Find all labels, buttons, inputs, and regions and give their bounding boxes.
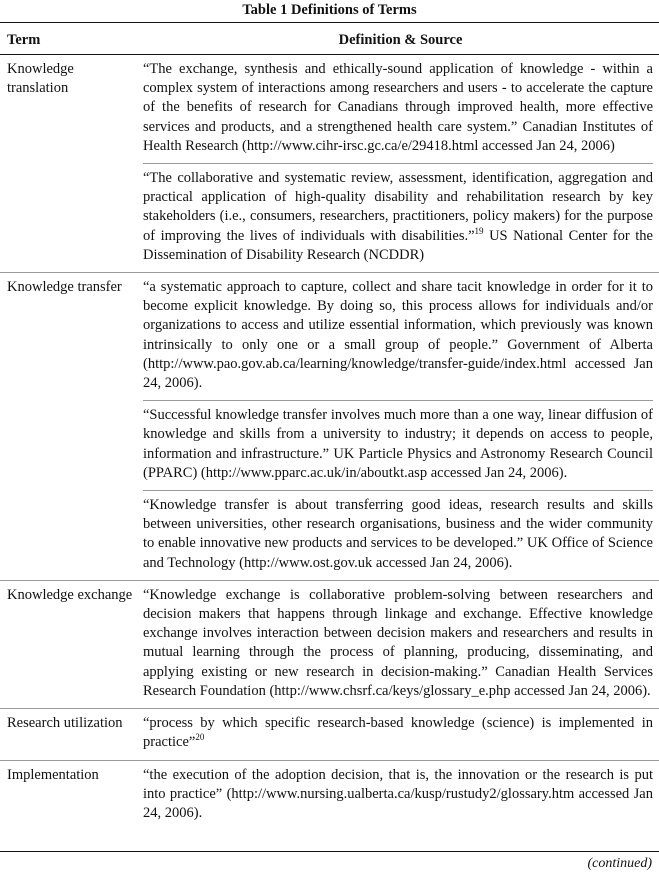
definition-cell <box>143 714 653 759</box>
definition-source: US National Center for the Dissemination of Disability Research (NCDDR) <box>143 227 653 263</box>
definition-entry <box>143 714 653 759</box>
definition-entry <box>143 586 653 708</box>
definition-entry <box>143 400 653 490</box>
term-cell: Knowledge transfer <box>7 279 122 296</box>
definition-text: “a systematic approach to capture, collect and share tacit knowledge in order for it to become explicit knowledge. By doing so, this process allows for individuals and/or organizations to access and utilize essential information, which previously was known intrinsically to only one or a small group of people.” Government of Alberta (http://www.pao.gov.ab.ca/learning/knowledge/transfer-guide/index.html accessed Jan 24, 2006). <box>143 279 653 392</box>
citation-number: 20 <box>195 732 205 743</box>
definition-entry <box>143 278 653 400</box>
term-cell: Research utilization <box>7 715 123 732</box>
table-row <box>0 760 659 831</box>
table-row <box>0 272 659 580</box>
definition-text: “The collaborative and systematic review, assessment, identification, aggregation and practical application of high-quality disability and rehabilitation research by key stakeholders (i.e., consumers, researchers, practitioners, policy makers) for the purpose of improving the lives of individuals with disabilities.” <box>143 170 653 244</box>
table-top-rule <box>0 22 659 23</box>
definition-text: “Knowledge exchange is collaborative problem-solving between researchers and decision makers that happens through linkage and exchange. Effective knowledge exchange involves interaction between decision makers and researchers and results in mutual learning through the process of planning, producing, disseminating, and applying existing or new research in decision-making.” Canadian Health Services Research Foundation (http://www.chsrf.ca/keys/glossary_e.php accessed Jan 24, 2006). <box>143 586 653 699</box>
column-header-definition: Definition & Source <box>338 32 463 48</box>
definition-entry <box>143 490 653 580</box>
definition-cell <box>143 586 653 708</box>
table-row <box>0 580 659 708</box>
definition-text: “the execution of the adoption decision, that is, the innovation or the research is put into practice” (http://www.nursing.ualberta.ca/kusp/rustudy2/glossary.htm accessed Jan 24, 2006). <box>143 766 653 821</box>
term-cell: Knowledge translation <box>7 61 74 97</box>
definition-text: “Successful knowledge transfer involves much more than a one way, linear diffusion of knowledge and skills from a university to industry; it depends on access to people, information and infrastructure.” UK Particle Physics and Astronomy Research Council (PPARC) (http://www.pparc.ac.uk/in/aboutkt.asp accessed Jan 24, 2006). <box>143 407 653 481</box>
definition-text: “The exchange, synthesis and ethically-sound application of knowledge - within a complex system of interactions among researchers and users - to accelerate the capture of the benefits of research for Canadians through improved health, more effective services and products, and a strengthened health care system.” Canadian Institutes of Health Research (http://www.cihr-irsc.gc.ca/e/29418.html accessed Jan 24, 2006) <box>143 61 653 154</box>
term-cell: Knowledge exchange <box>7 586 133 603</box>
term-cell: Implementation <box>7 766 99 783</box>
definition-entry <box>143 163 653 272</box>
table-caption: Table 1 Definitions of Terms <box>242 2 417 18</box>
definition-cell <box>143 766 653 831</box>
definition-text: “Knowledge transfer is about transferring good ideas, research results and skills between universities, other research organisations, business and the wider community to enable innovative new products and services to be developed.” UK Office of Science and Technology (http://www.ost.gov.uk accessed Jan 24, 2006). <box>143 497 653 571</box>
table-header-rule <box>0 54 659 55</box>
table-row <box>0 60 659 272</box>
continued-note: (continued) <box>587 856 652 871</box>
definition-entry <box>143 60 653 163</box>
table-row <box>0 708 659 759</box>
table-body <box>0 60 659 830</box>
definition-entry <box>143 766 653 831</box>
citation-number: 19 <box>474 225 484 236</box>
definition-cell <box>143 60 653 272</box>
table-bottom-rule <box>0 851 659 852</box>
definition-text: “process by which specific research-based knowledge (science) is implemented in practice” <box>143 715 653 751</box>
column-header-term: Term <box>7 32 41 48</box>
definition-cell <box>143 278 653 580</box>
